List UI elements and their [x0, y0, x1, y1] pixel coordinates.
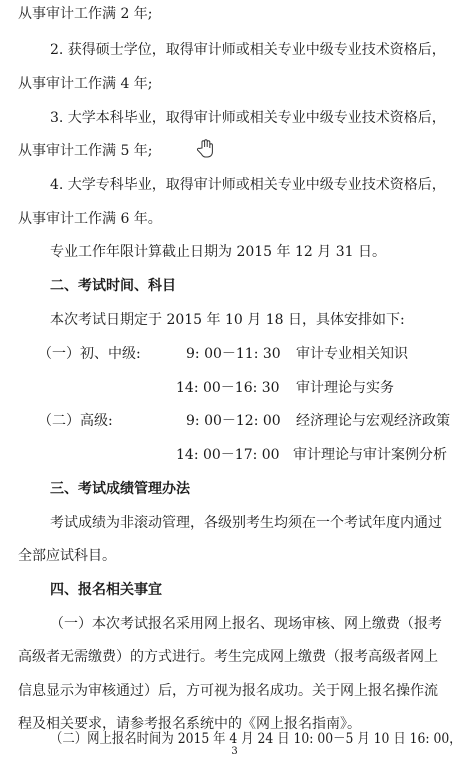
section-4-para-1-cont: 程及相关要求，请参考报名系统中的《网上报名指南》。 — [18, 716, 361, 732]
schedule-level: （一）初、中级: — [38, 346, 141, 362]
list-item-2: 2. 获得硕士学位，取得审计师或相关专业中级专业技术资格后， — [50, 42, 446, 58]
list-item-4-cont: 从事审计工作满 6 年。 — [18, 211, 162, 227]
hand-cursor-icon — [196, 139, 214, 163]
schedule-time: 9: 00－11: 30 — [186, 346, 281, 362]
schedule-subject: 审计理论与实务 — [296, 380, 394, 396]
section-3-text-cont: 全部应试科目。 — [18, 548, 116, 564]
section-heading-2: 二、考试时间、科目 — [50, 278, 176, 294]
list-item-3-cont: 从事审计工作满 5 年; — [18, 143, 153, 159]
section-4-para-1-cont: 高级者无需缴费）的方式进行。考生完成网上缴费（报考高级者网上 — [18, 649, 438, 665]
section-4-para-1-cont: 信息显示为审核通过）后，方可视为报名成功。关于网上报名操作流 — [18, 683, 438, 699]
list-item-2-cont: 从事审计工作满 4 年; — [18, 76, 153, 92]
section-2-intro: 本次考试日期定于 2015 年 10 月 18 日，具体安排如下: — [50, 312, 405, 328]
schedule-subject: 经济理论与宏观经济政策 — [296, 413, 450, 429]
schedule-subject: 审计理论与审计案例分析 — [293, 447, 447, 463]
section-4-para-1: （一）本次考试报名采用网上报名、现场审核、网上缴费（报考 — [50, 616, 442, 632]
list-item-3: 3. 大学本科毕业，取得审计师或相关专业中级专业技术资格后， — [50, 110, 446, 126]
section-heading-4: 四、报名相关事宜 — [50, 582, 162, 598]
schedule-time: 14: 00－16: 30 — [176, 380, 280, 396]
schedule-time: 14: 00－17: 00 — [176, 447, 280, 463]
schedule-level: （二）高级: — [38, 413, 113, 429]
schedule-subject: 审计专业相关知识 — [296, 346, 408, 362]
section-4-para-2: （二）网上报名时间为 2015 年 4 月 24 日 10: 00－5 月 10 日 16: 00， — [50, 731, 462, 747]
section-3-text: 考试成绩为非滚动管理，各级别考生均须在一个考试年度内通过 — [50, 515, 442, 531]
schedule-time: 9: 00－12: 00 — [186, 413, 281, 429]
page-number: 3 — [231, 746, 238, 757]
paragraph-line: 从事审计工作满 2 年; — [18, 6, 153, 22]
list-item-4: 4. 大学专科毕业，取得审计师或相关专业中级专业技术资格后， — [50, 177, 446, 193]
section-heading-3: 三、考试成绩管理办法 — [50, 481, 190, 497]
deadline-text: 专业工作年限计算截止日期为 2015 年 12 月 31 日。 — [50, 244, 386, 260]
